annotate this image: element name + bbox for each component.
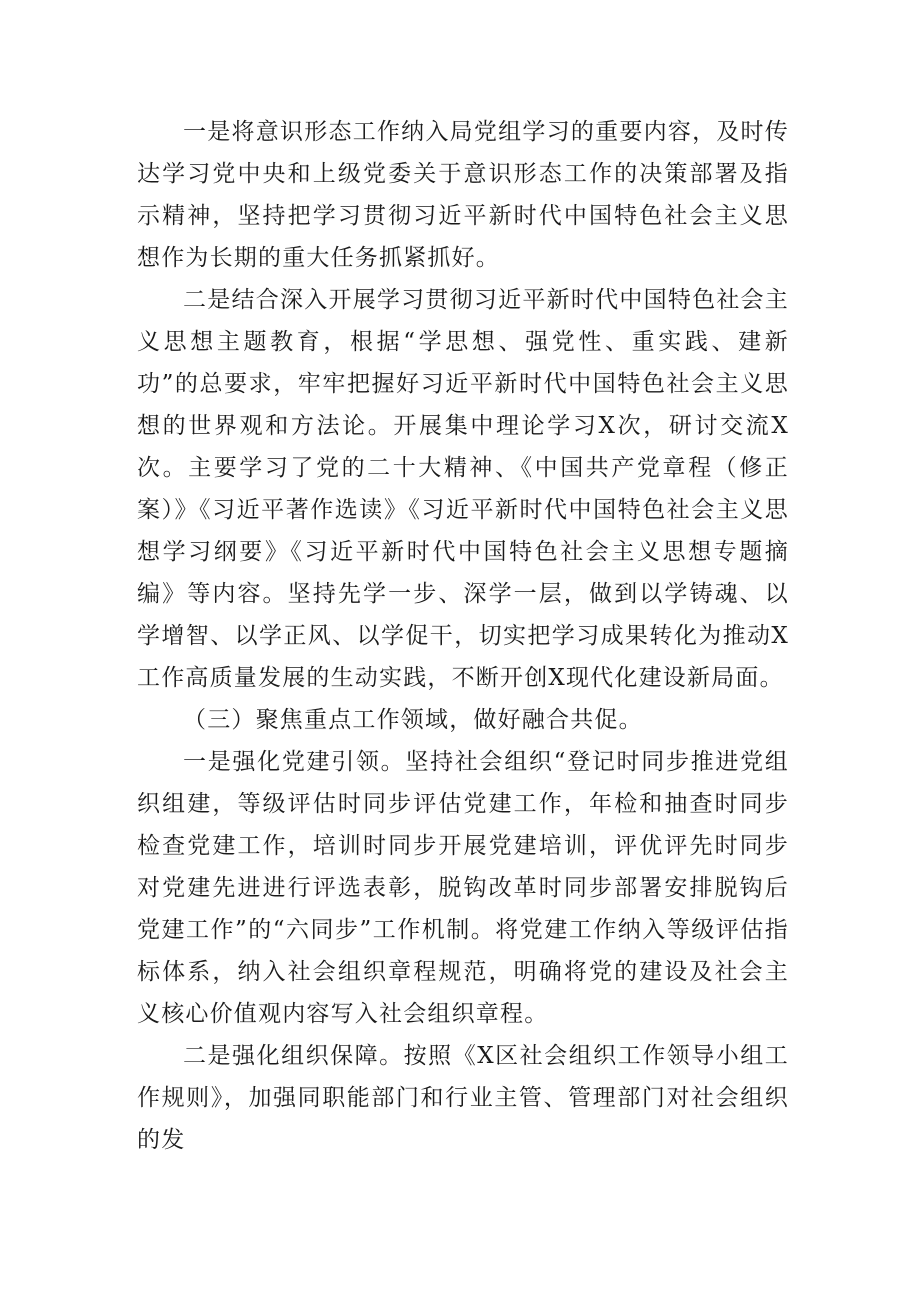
paragraph-theme-education: 二是结合深入开展学习贯彻习近平新时代中国特色社会主义思想主题教育，根据“学思想、强党性、重实践、建新功”的总要求，牢牢把握好习近平新时代中国特色社会主义思想的世界观和方法论。开展集中理论学习X次，研讨交流X次。主要学习了党的二十大精神、《中国共产党章程（修正案）》《习近平著作选读》《习近平新时代中国特色社会主义思想学习纲要》《习近平新时代中国特色社会主义思想专题摘编》等内容。坚持先学一步、深学一层，做到以学铸魂、以学增智、以学正风、以学促干，切实把学习成果转化为推动X工作高质量发展的生动实践，不断开创X现代化建设新局面。 — [137, 287, 789, 691]
section-heading-3: （三）聚焦重点工作领域，做好融合共促。 — [183, 707, 643, 733]
paragraph-organization-guarantee: 二是强化组织保障。按照《X区社会组织工作领导小组工作规则》，加强同职能部门和行业主管、管理部门对社会组织的发 — [137, 1043, 789, 1153]
document-body — [137, 111, 789, 1161]
paragraph-ideology-study: 一是将意识形态工作纳入局党组学习的重要内容，及时传达学习党中央和上级党委关于意识形态工作的决策部署及指示精神，坚持把学习贯彻习近平新时代中国特色社会主义思想作为长期的重大任务抓紧抓好。 — [137, 119, 789, 271]
paragraph-party-building: 一是强化党建引领。坚持社会组织“登记时同步推进党组织组建，等级评估时同步评估党建工作，年检和抽查时同步检查党建工作，培训时同步开展党建培训，评优评先时同步对党建先进进行评选表彰，脱钩改革时同步部署安排脱钩后党建工作”的“六同步”工作机制。将党建工作纳入等级评估指标体系，纳入社会组织章程规范，明确将党的建设及社会主义核心价值观内容写入社会组织章程。 — [137, 749, 789, 1027]
